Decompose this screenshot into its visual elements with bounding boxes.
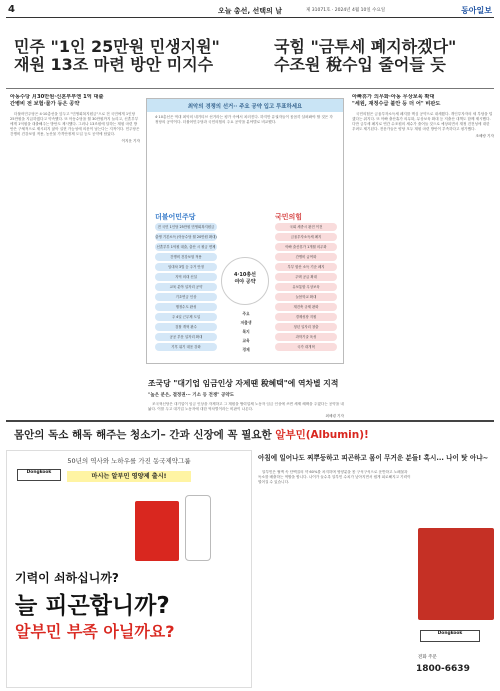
- ad-headline-text: 몸안의 독소 해독 해주는 청소기– 간과 신장에 꼭 필요한: [14, 429, 276, 441]
- category-label: 경제: [242, 347, 250, 352]
- pledge-item-left: 기초연금 인상: [155, 293, 217, 301]
- pledge-item-right: 늘봄학교 확대: [275, 293, 337, 301]
- sub-article-headline: 조국당 "대기업 임금인상 자제땐 稅혜택"에 역차별 지적: [148, 379, 339, 388]
- pledge-item-left: 기후 위기 대응 강화: [155, 343, 217, 351]
- pledge-item-right: 경제성장 지원: [275, 313, 337, 321]
- category-label: 주요: [242, 311, 250, 316]
- phone-label: 전화 주문: [418, 655, 437, 660]
- party-label-ppp: 국민의힘: [275, 213, 303, 221]
- pledge-item-left: 간병비 건강보험 적용: [155, 253, 217, 261]
- pledge-item-left: 신혼부부 1억원 대출, 출산 시 원금 면제: [156, 245, 216, 249]
- ad-right-body: [258, 470, 412, 684]
- category-label: 교육: [242, 338, 250, 343]
- left-byline: 이지운 기자: [121, 139, 140, 143]
- pledge-item-left: 교육 분야 일자리 공약: [155, 283, 217, 291]
- infographic-intro: 4·10총선은 역대 최악의 네거티브 선거라는 평가 속에서 치러진다. 하지만 유권자들이 꼼꼼히 살펴봐야 할 것은 각 정당의 공약이다. 더불어민주당과 국민의힘의 주요 공약을 분야별로 비교했다.: [155, 115, 333, 124]
- pledge-item-right: 재건축 규제 완화: [275, 303, 337, 311]
- page-number: 4: [8, 4, 15, 15]
- pledge-item-right: 부부 합산 소득 기준 폐지: [275, 263, 337, 271]
- ad-headline: [14, 427, 494, 442]
- pledge-item-right: 청년 일자리 창출: [275, 323, 337, 331]
- pledge-item-left: 지역 의대 신설: [155, 273, 217, 281]
- ad-headline-red: 알부민(Albumin)!: [275, 429, 369, 441]
- right-headline-line2: 수조원 稅수입 줄어들 듯: [274, 55, 446, 75]
- pledge-item-right: 간병비 급여화: [275, 253, 337, 261]
- party-label-democratic: 더불어민주당: [155, 213, 196, 221]
- category-label: 복지: [242, 329, 250, 334]
- pledge-item-right: 과학기술 육성: [275, 333, 337, 341]
- ad-big3: 알부민 부족 아닐까요?: [15, 622, 175, 641]
- right-byline: 조혜랑 기자: [475, 134, 494, 138]
- pledge-item-left: 임대차 3법 등 주거 안정: [155, 263, 217, 271]
- center-hub-line1: 4·10총선: [234, 272, 256, 278]
- product-bottle-image: [185, 495, 211, 561]
- right-headline: [274, 38, 494, 75]
- sub-article-lead: "높은 분은, 결정권··· 기소 등 전쟁" 공약도: [148, 393, 235, 398]
- left-subhead-line2: 간병비 전 보험·물가 등은 공약: [10, 101, 80, 107]
- pledge-item-left: 출생 기본소득 (아동수당 월 20만원 확대): [155, 235, 217, 239]
- pledge-item-left: 공공 부문 일자리 확대: [155, 333, 217, 341]
- left-subhead: [10, 94, 140, 108]
- left-article-text: 더불어민주당은 4·10총선을 앞두고 "민생회복지원금"으로 전 국민에게 1인당 25만원을 지급하겠다고 약속했다. 또 아동수당을 월 30만원까지 늘리고, 신혼부부에게 1억원을 대출해주는 방안도 제시했다. 그러나 13조원에 달하는 재원 마련 방안은 구체적으로 제시되지 않아 실현 가능성에 의문이 남는다는 지적이다. 민주당은 간병비 건강보험 적용, 농산물 가격안정제 도입 등도 공약에 담았다.: [10, 112, 140, 136]
- pledge-infographic: [146, 98, 344, 364]
- phone-number: 1800-6639: [416, 664, 470, 674]
- ad-big1: 기력이 쇠하십니까?: [15, 571, 119, 585]
- category-label: 저출생: [240, 320, 252, 325]
- pledge-item-right: 금융투자소득세 폐지: [275, 233, 337, 241]
- masthead: [6, 4, 494, 18]
- pledge-item-right: 주택 공급 확대: [275, 273, 337, 281]
- pledge-item-right: 유보통합 무상보육: [275, 283, 337, 291]
- right-article-text: 국민의힘은 금융투자소득세 폐지를 핵심 공약으로 내세웠다. 개인투자자의 세 부담을 덜겠다는 취지다. 또 아빠 출산휴가 의무화, 무상보육 확대 등 저출산 대책도 함께 제시했다. 다만 금투세 폐지로 연간 수조원의 세수가 줄어들 것으로 예상되면서 재정 건전성에 대한 우려도 제기된다. 전문가들은 양당 모두 재원 마련 방안이 부족하다고 평가했다.: [352, 112, 493, 131]
- left-headline-line1: 민주 "1인 25만원 민생지원": [14, 37, 220, 56]
- left-article-body: [10, 94, 140, 420]
- product-box-image: [135, 501, 179, 561]
- infographic-title: 최악의 경쟁의 선거·· 주요 공약 입고 투표하세요: [187, 104, 303, 110]
- pledge-item-right: 국가 대개혁: [275, 343, 337, 351]
- paper-name: 동아일보: [461, 6, 492, 15]
- right-subhead-line1: 아빠휴가 의무화·아동 무상보육 확대: [352, 94, 435, 100]
- right-article-body: [352, 94, 494, 420]
- pledge-item-left: 주 4일 근무제 도입: [155, 313, 217, 321]
- right-subhead: [352, 94, 494, 108]
- pledge-item-right: 아빠 출산휴가 1개월 의무화: [275, 243, 337, 251]
- sub-article-byline: 최혜령 기자: [325, 414, 344, 418]
- ad-divider: [6, 420, 494, 422]
- left-subhead-line1: 아동수당 月30만원·신혼부부엔 1억 대출: [10, 94, 104, 100]
- center-hub: [221, 257, 269, 305]
- dongkook-logo-right: Dongkook: [420, 630, 480, 642]
- left-headline-line2: 재원 13조 마련 방안 미지수: [14, 55, 214, 75]
- dongkook-logo: Dongkook: [17, 469, 61, 481]
- sub-article-text: 조국혁신당은 대기업이 임금 인상을 자제하고 그 재원을 협력업체 노동자 임금 인상에 쓰면 세제 혜택을 주겠다는 공약을 내놨다. 이를 두고 대기업 노동자에 대한 역차별이라는 비판이 나온다.: [148, 402, 344, 411]
- ad-banner: 마시는 알부민 영양제 출시!: [67, 471, 191, 482]
- pledge-item-left: 검찰 개혁 완수: [155, 323, 217, 331]
- infographic-title-bar: [147, 99, 343, 112]
- ad-right-text: 알부민은 혈액 속 단백질의 약 60%를 차지하며 영양분을 몸 구석구석으로 운반하고 노폐물과 독소를 배출하는 역할을 합니다. 나이가 들수록 알부민 수치가 낮아지면서 쉽게 피로해지고 기력이 떨어질 수 있습니다.: [258, 470, 411, 484]
- ad-right-intro: 아침에 일어나도 찌뿌둥하고 피곤하고 몸이 무거운 분들! 혹시... 나이 탓 아냐~: [258, 454, 489, 462]
- issue-info: 제 31071호 · 2024년 4월 10일 수요일: [306, 8, 386, 13]
- left-headline: [14, 38, 264, 75]
- pledge-item-left: 전 국민 1인당 25만원 민생회복지원금: [155, 223, 217, 231]
- pledge-item-right: 국회 세종시 완전 이전: [275, 223, 337, 231]
- center-hub-line2: 여야 공약: [234, 279, 256, 285]
- right-headline-line1: 국힘 "금투세 폐지하겠다": [274, 37, 457, 56]
- sub-article-body: [148, 402, 344, 422]
- divider: [6, 88, 494, 89]
- right-subhead-line2: "세원, 재정수급 불안 등 더 어" 비판도: [352, 101, 441, 107]
- ad-left-panel: [6, 450, 252, 688]
- ad-left-small: 50년의 역사와 노하우를 가진 동국제약그룹: [67, 457, 191, 465]
- section-title: 오늘 총선, 선택의 날: [217, 7, 283, 15]
- ad-big2: 늘 피곤합니까?: [15, 593, 170, 619]
- product-image-right: [418, 528, 494, 620]
- pledge-item-left: 행정수도 완성: [155, 303, 217, 311]
